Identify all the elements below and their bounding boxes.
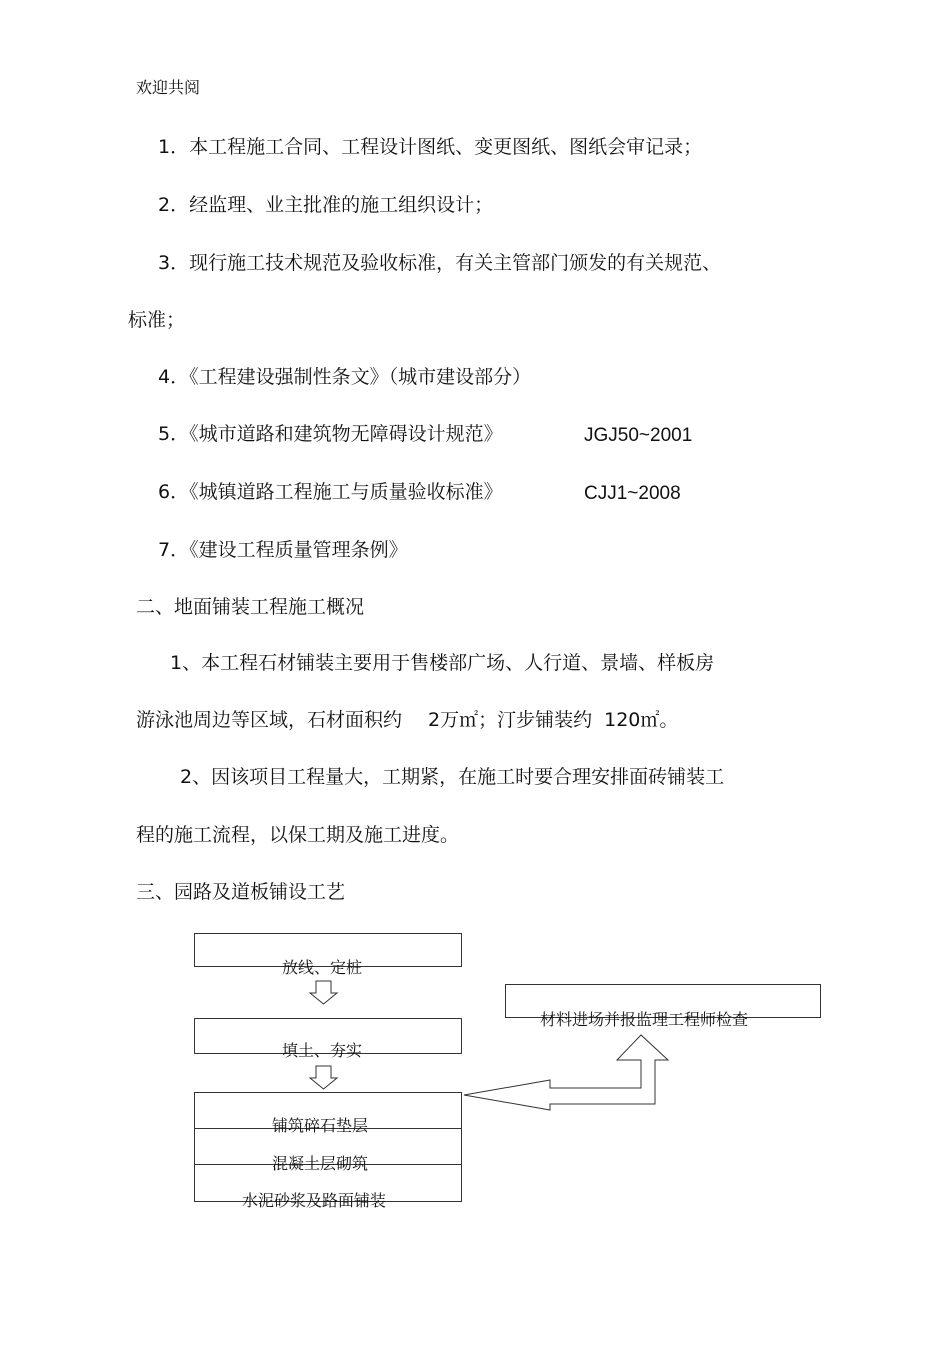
bent-arrow-icon [464, 1035, 668, 1110]
section2-paragraph1-line2: 游泳池周边等区域，石材面积约 2万㎡；汀步铺装约 120㎡。 [136, 709, 679, 731]
flow-step-3b-label: 混凝土层砌筑 [272, 1154, 369, 1173]
list-item-6-code: CJJ1~2008 [584, 483, 681, 504]
list-item-6: 6．《城镇道路工程施工与质量验收标准》 [158, 481, 503, 503]
list-item-7: 7．《建设工程质量管理条例》 [158, 539, 408, 561]
list-item-5-code: JGJ50~2001 [584, 425, 693, 446]
list-item-3: 3．现行施工技术规范及验收标准，有关主管部门颁发的有关规范、 [158, 252, 722, 274]
list-item-1: 1．本工程施工合同、工程设计图纸、变更图纸、图纸会审记录； [158, 136, 703, 158]
flow-side-label: 材料进场并报监理工程师检查 [540, 1010, 749, 1029]
flow-step-1-label: 放线、定桩 [282, 958, 363, 977]
down-arrow-icon [310, 981, 337, 1004]
section2-heading: 二、地面铺装工程施工概况 [136, 596, 365, 618]
page-header: 欢迎共阅 [136, 78, 201, 97]
section2-paragraph2-line1: 2、因该项目工程量大，工期紧，在施工时要合理安排面砖铺装工 [180, 766, 725, 788]
section2-paragraph1-line1: 1、本工程石材铺装主要用于售楼部广场、人行道、景墙、样板房 [170, 652, 715, 674]
list-item-3-continuation: 标准； [128, 309, 186, 331]
flow-step-3a-label: 铺筑碎石垫层 [272, 1116, 369, 1135]
list-item-5: 5．《城市道路和建筑物无障碍设计规范》 [158, 423, 503, 445]
flow-step-2-label: 填土、夯实 [282, 1041, 363, 1060]
flow-step-3c-label: 水泥砂浆及路面铺装 [242, 1191, 387, 1210]
down-arrow-icon [310, 1066, 337, 1089]
section3-heading: 三、园路及道板铺设工艺 [136, 881, 346, 903]
list-item-4: 4．《工程建设强制性条文》（城市建设部分） [158, 366, 532, 388]
section2-paragraph2-line2: 程的施工流程，以保工期及施工进度。 [136, 824, 460, 846]
list-item-2: 2．经监理、业主批准的施工组织设计； [158, 194, 494, 216]
flow-step-3-box [194, 1092, 462, 1202]
